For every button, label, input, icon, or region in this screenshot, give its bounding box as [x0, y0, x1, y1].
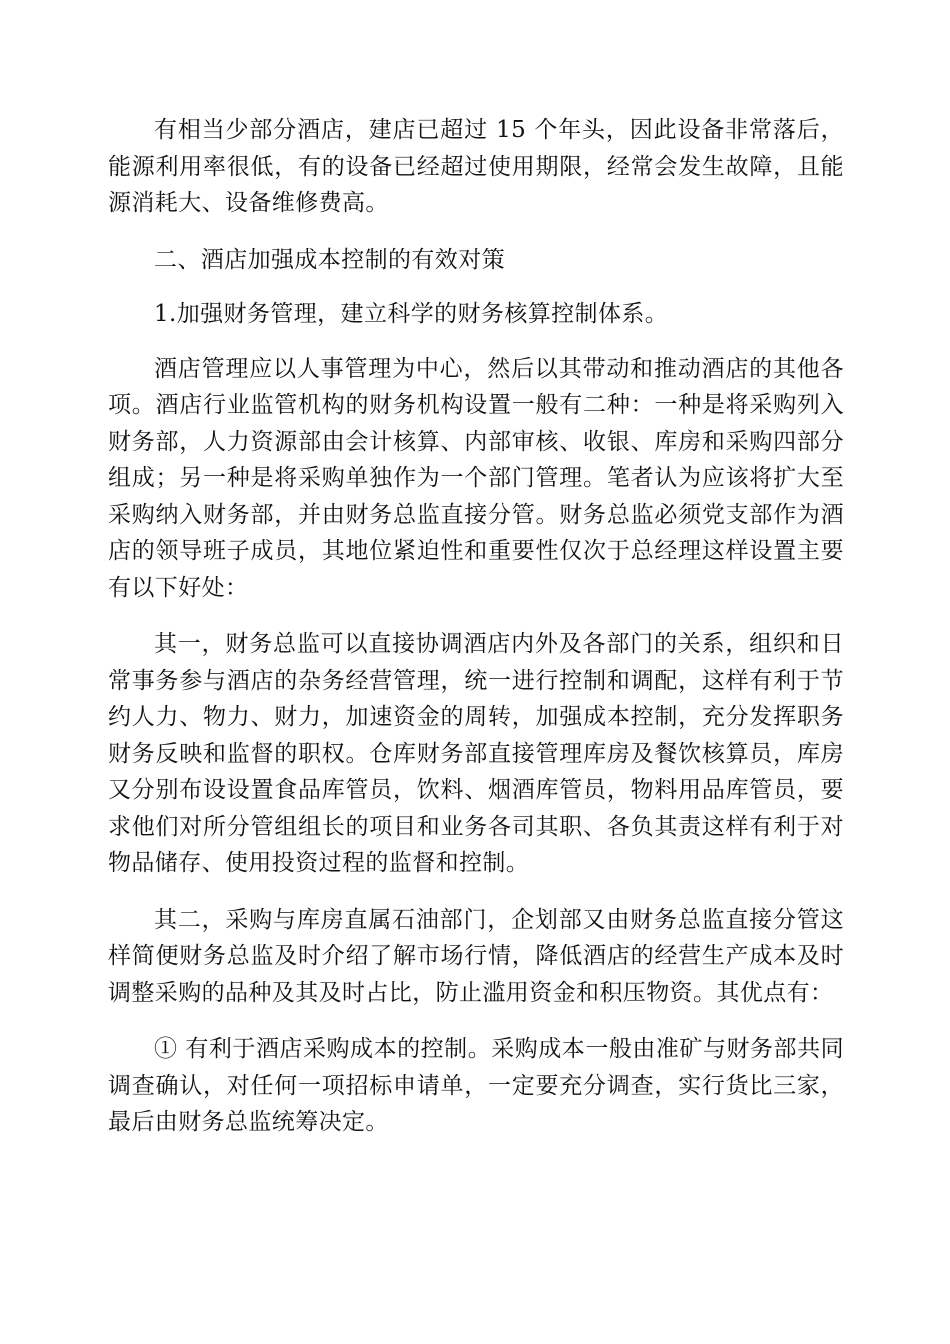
- paragraph-first-benefit: 其一，财务总监可以直接协调酒店内外及各部门的关系，组织和日常事务参与酒店的杂务经营管理，统一进行控制和调配，这样有利于节约人力、物力、财力，加速资金的周转，加强成本控制，充分发挥职务财务反映和监督的职权。仓库财务部直接管理库房及餐饮核算员，库房又分别布设设置食品库管员，饮料、烟酒库管员，物料用品库管员，要求他们对所分管组组长的项目和业务各司其职、各负其责这样有利于对物品储存、使用投资过程的监督和控制。: [108, 631, 844, 876]
- document-body: [108, 112, 844, 1161]
- paragraph-procurement-cost: ① 有利于酒店采购成本的控制。采购成本一般由准矿与财务部共同调查确认，对任何一项招标申请单，一定要充分调查，实行货比三家，最后由财务总监统筹决定。: [108, 1036, 844, 1135]
- paragraph-management: 酒店管理应以人事管理为中心，然后以其带动和推动酒店的其他各项。酒店行业监管机构的财务机构设置一般有二种：一种是将采购列入财务部，人力资源部由会计核算、内部审核、收银、库房和采购四部分组成；另一种是将采购单独作为一个部门管理。笔者认为应该将扩大至采购纳入财务部，并由财务总监直接分管。财务总监必须党支部作为酒店的领导班子成员，其地位紧迫性和重要性仅次于总经理这样设置主要有以下好处：: [108, 355, 844, 601]
- paragraph-second-benefit: 其二，采购与库房直属石油部门，企划部又由财务总监直接分管这样简便财务总监及时介绍了解市场行情，降低酒店的经营生产成本及时调整采购的品种及其及时占比，防止滥用资金和积压物资。其优点有：: [108, 906, 844, 1006]
- paragraph-equipment: 有相当少部分酒店，建店已超过 15 个年头，因此设备非常落后，能源利用率很低，有的设备已经超过使用期限，经常会发生故障，且能源消耗大、设备维修费高。: [108, 117, 844, 216]
- section-heading: 二、酒店加强成本控制的有效对策: [154, 246, 505, 273]
- subsection-heading: 1.加强财务管理，建立科学的财务核算控制体系。: [154, 301, 669, 327]
